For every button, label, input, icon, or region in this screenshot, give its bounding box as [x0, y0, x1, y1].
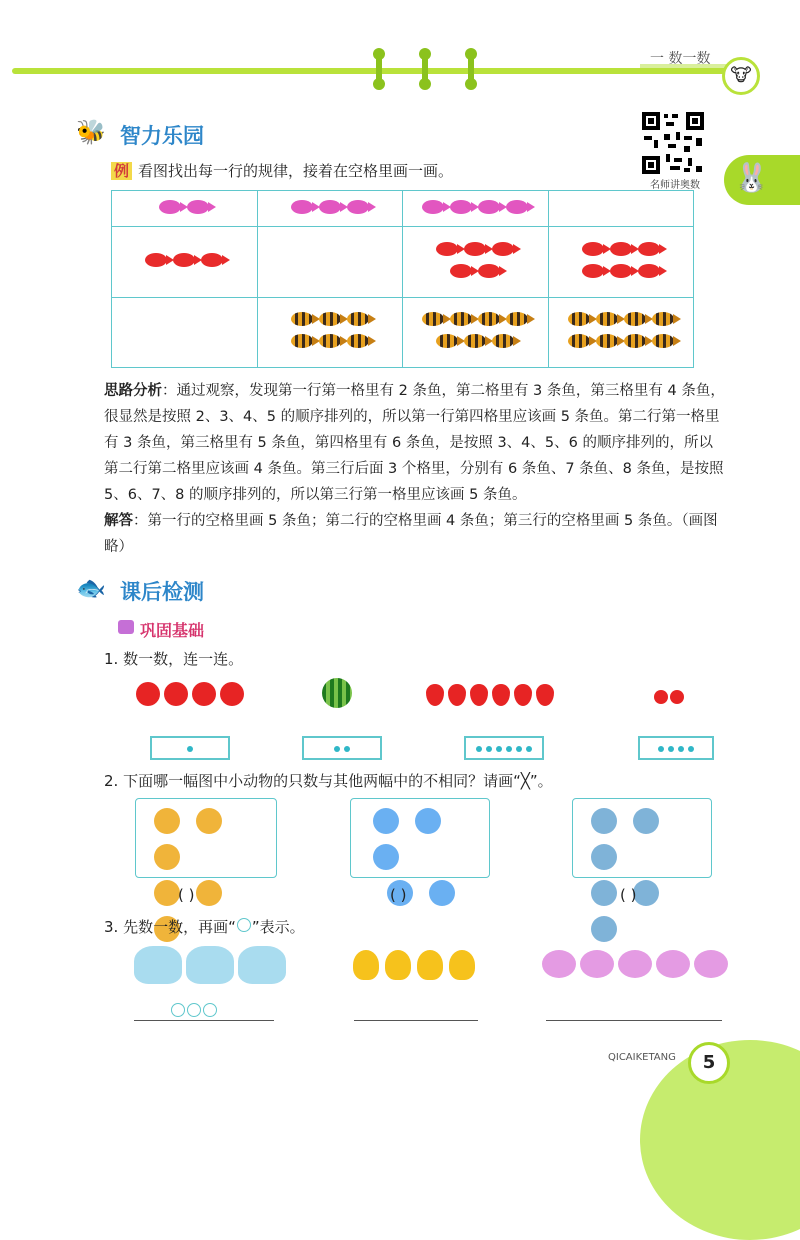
pink-fish-icon	[422, 200, 444, 214]
tiger-fish-icon	[291, 334, 313, 348]
dot-icon	[526, 746, 532, 752]
circle-icon	[171, 1003, 185, 1017]
apple-icon	[192, 682, 216, 706]
fish-row	[112, 191, 694, 227]
circle-icon	[187, 1003, 201, 1017]
tiger-fish-icon	[291, 312, 313, 326]
dot-icon	[334, 746, 340, 752]
tiger-fish-icon	[436, 334, 458, 348]
apples	[134, 682, 246, 710]
pink-fish-icon	[347, 200, 369, 214]
mouse-icon	[633, 808, 659, 834]
tiger-fish-icon	[568, 334, 590, 348]
red-fish-icon	[464, 242, 486, 256]
folder-icon	[118, 620, 134, 634]
chick-icon	[196, 880, 222, 906]
tiger-fish-icon	[652, 312, 674, 326]
picture-box-bees	[350, 798, 490, 878]
tiger-fish-icon	[464, 334, 486, 348]
analysis-text: ：通过观察，发现第一行第一格里有 2 条鱼，第二格里有 3 条鱼，第三格里有 4 条鱼，很显然是按照 2、3、4、5 的顺序排列的，所以第一行第四格里应该画 5 条鱼。第二行第一格里有 3 条鱼，第三格里有 5 条鱼，第四格里有 6 条鱼，是按照 3、4、5、6 的顺序排列的，所以第二行第二格里应该画 4 条鱼。第三行后面 3 个格里，分别有 6 条鱼、7 条鱼、8 条鱼，是按照 5、6、7、8 的顺序排列的，所以第三行第一格里应该画 5 条鱼。	[104, 383, 725, 503]
answer-paren[interactable]: ( )	[620, 886, 637, 904]
red-fish-icon	[638, 264, 660, 278]
analysis-paragraph	[104, 378, 726, 508]
fish-cell	[403, 191, 549, 227]
red-fish-icon	[492, 242, 514, 256]
butterfly-icon	[542, 950, 576, 978]
red-fish-icon	[582, 264, 604, 278]
fish-cell	[257, 297, 403, 368]
elephant-icon	[238, 946, 286, 984]
pink-fish-icon	[450, 200, 472, 214]
example-text: 看图找出每一行的规律，接着在空格里画一画。	[138, 162, 454, 180]
answer-line[interactable]	[546, 1020, 722, 1021]
cow-icon: 🐮	[722, 57, 760, 95]
fish-cell	[112, 191, 258, 227]
butterflies	[540, 950, 730, 982]
red-fish-icon	[450, 264, 472, 278]
tiger-fish-icon	[596, 334, 618, 348]
red-fish-icon	[201, 253, 223, 267]
chapter-title: 一 数一数	[650, 51, 711, 67]
apple-icon	[220, 682, 244, 706]
dot-icon	[688, 746, 694, 752]
dot-box[interactable]	[302, 736, 382, 760]
dot-icon	[678, 746, 684, 752]
strawberry-icon	[492, 684, 510, 706]
red-fish-icon	[582, 242, 604, 256]
mouse-icon	[633, 880, 659, 906]
strawberry-icon	[448, 684, 466, 706]
answer-paren[interactable]: ( )	[178, 886, 195, 904]
fish-row	[112, 297, 694, 368]
example-line	[111, 160, 453, 181]
question-3-suffix: ”表示。	[251, 918, 305, 936]
answer-label: 解答	[104, 513, 133, 529]
tiger-fish-icon	[478, 312, 500, 326]
binder-ring-icon	[468, 52, 474, 86]
apple-icon	[164, 682, 188, 706]
dot-icon	[506, 746, 512, 752]
pink-fish-icon	[506, 200, 528, 214]
page-number: 5	[688, 1042, 730, 1084]
red-fish-icon	[478, 264, 500, 278]
tiger-fish-icon	[347, 312, 369, 326]
tiger-fish-icon	[652, 334, 674, 348]
bee-mascot-icon: 🐝	[76, 118, 106, 146]
tiger-fish-icon	[319, 312, 341, 326]
duckling-icon	[449, 950, 475, 980]
sample-circles	[170, 1002, 218, 1021]
tiger-fish-icon	[450, 312, 472, 326]
butterfly-icon	[580, 950, 614, 978]
tiger-fish-icon	[624, 312, 646, 326]
dot-icon	[344, 746, 350, 752]
strawberry-icon	[514, 684, 532, 706]
elephant-icon	[186, 946, 234, 984]
question-3-prefix: 3. 先数一数，再画“	[104, 918, 236, 936]
ducklings	[350, 950, 478, 984]
duckling-icon	[385, 950, 411, 980]
fish-cell	[403, 297, 549, 368]
fish-cell	[403, 227, 549, 297]
watermelon-icon	[322, 678, 352, 708]
dot-box[interactable]	[150, 736, 230, 760]
red-fish-icon	[610, 242, 632, 256]
section-title-2: 课后检测	[120, 580, 204, 604]
answer-text: ：第一行的空格里画 5 条鱼；第二行的空格里画 4 条鱼；第三行的空格里画 5 条鱼。（画图略）	[104, 513, 718, 555]
dot-icon	[668, 746, 674, 752]
dot-icon	[516, 746, 522, 752]
answer-paragraph	[104, 508, 726, 560]
dot-icon	[187, 746, 193, 752]
cherry-icon	[654, 690, 668, 704]
qr-caption: 名师讲奥数	[650, 180, 700, 191]
chick-icon	[154, 880, 180, 906]
pink-fish-icon	[187, 200, 209, 214]
tiger-fish-icon	[506, 312, 528, 326]
tiger-fish-icon	[568, 312, 590, 326]
mouse-icon	[591, 844, 617, 870]
empty-cell[interactable]	[112, 297, 258, 368]
answer-paren[interactable]: ( )	[390, 886, 407, 904]
elephant-icon	[134, 946, 182, 984]
question-1: 1. 数一数，连一连。	[104, 650, 244, 668]
example-tag: 例	[111, 162, 132, 180]
dot-box[interactable]	[638, 736, 714, 760]
binder-ring-icon	[422, 52, 428, 86]
tiger-fish-icon	[347, 334, 369, 348]
picture-box-chicks	[135, 798, 277, 878]
butterfly-icon	[618, 950, 652, 978]
dot-icon	[476, 746, 482, 752]
pink-fish-icon	[291, 200, 313, 214]
elephants	[132, 946, 288, 988]
footer-series: QICAIKETANG	[608, 1052, 676, 1063]
section-title: 智力乐园	[120, 124, 204, 148]
rabbit-icon: 🐰	[734, 161, 769, 194]
bee-icon	[373, 808, 399, 834]
fish-mascot-icon: 🐟	[76, 574, 106, 602]
fish-row	[112, 227, 694, 297]
strawberry-icon	[426, 684, 444, 706]
bee-icon	[373, 844, 399, 870]
strawberries	[424, 684, 556, 710]
picture-box-mice	[572, 798, 712, 878]
tiger-fish-icon	[624, 334, 646, 348]
pink-fish-icon	[159, 200, 181, 214]
mouse-icon	[591, 880, 617, 906]
fish-cell	[257, 191, 403, 227]
chick-icon	[154, 844, 180, 870]
dot-icon	[486, 746, 492, 752]
butterfly-icon	[656, 950, 690, 978]
question-3	[104, 916, 305, 937]
qr-code-icon[interactable]	[640, 110, 706, 176]
dot-icon	[658, 746, 664, 752]
subsection-title: 巩固基础	[140, 621, 205, 640]
butterfly-icon	[694, 950, 728, 978]
fish-cell	[548, 227, 694, 297]
red-fish-icon	[638, 242, 660, 256]
cherry-icon	[670, 690, 684, 704]
mouse-icon	[591, 916, 617, 942]
duckling-icon	[353, 950, 379, 980]
empty-cell[interactable]	[548, 191, 694, 227]
bee-icon	[415, 808, 441, 834]
question-2: 2. 下面哪一幅图中小动物的只数与其他两幅中的不相同？请画“╳”。	[104, 772, 553, 790]
dot-box[interactable]	[464, 736, 544, 760]
apple-icon	[136, 682, 160, 706]
fish-pattern-table	[111, 190, 694, 368]
answer-line[interactable]	[134, 1020, 274, 1021]
circle-icon	[203, 1003, 217, 1017]
chick-icon	[154, 808, 180, 834]
pink-fish-icon	[319, 200, 341, 214]
fish-cell	[112, 227, 258, 297]
tiger-fish-icon	[596, 312, 618, 326]
strawberry-icon	[536, 684, 554, 706]
binder-ring-icon	[376, 52, 382, 86]
red-fish-icon	[610, 264, 632, 278]
tiger-fish-icon	[422, 312, 444, 326]
fish-cell	[548, 297, 694, 368]
strawberry-icon	[470, 684, 488, 706]
tiger-fish-icon	[319, 334, 341, 348]
tiger-fish-icon	[492, 334, 514, 348]
empty-cell[interactable]	[257, 227, 403, 297]
red-fish-icon	[436, 242, 458, 256]
analysis-label: 思路分析	[104, 383, 162, 399]
answer-line[interactable]	[354, 1020, 478, 1021]
dot-icon	[496, 746, 502, 752]
bee-icon	[429, 880, 455, 906]
pink-fish-icon	[478, 200, 500, 214]
duckling-icon	[417, 950, 443, 980]
red-fish-icon	[173, 253, 195, 267]
rabbit-side-tab	[724, 155, 800, 205]
red-fish-icon	[145, 253, 167, 267]
mouse-icon	[591, 808, 617, 834]
chick-icon	[196, 808, 222, 834]
circle-icon	[237, 918, 251, 932]
